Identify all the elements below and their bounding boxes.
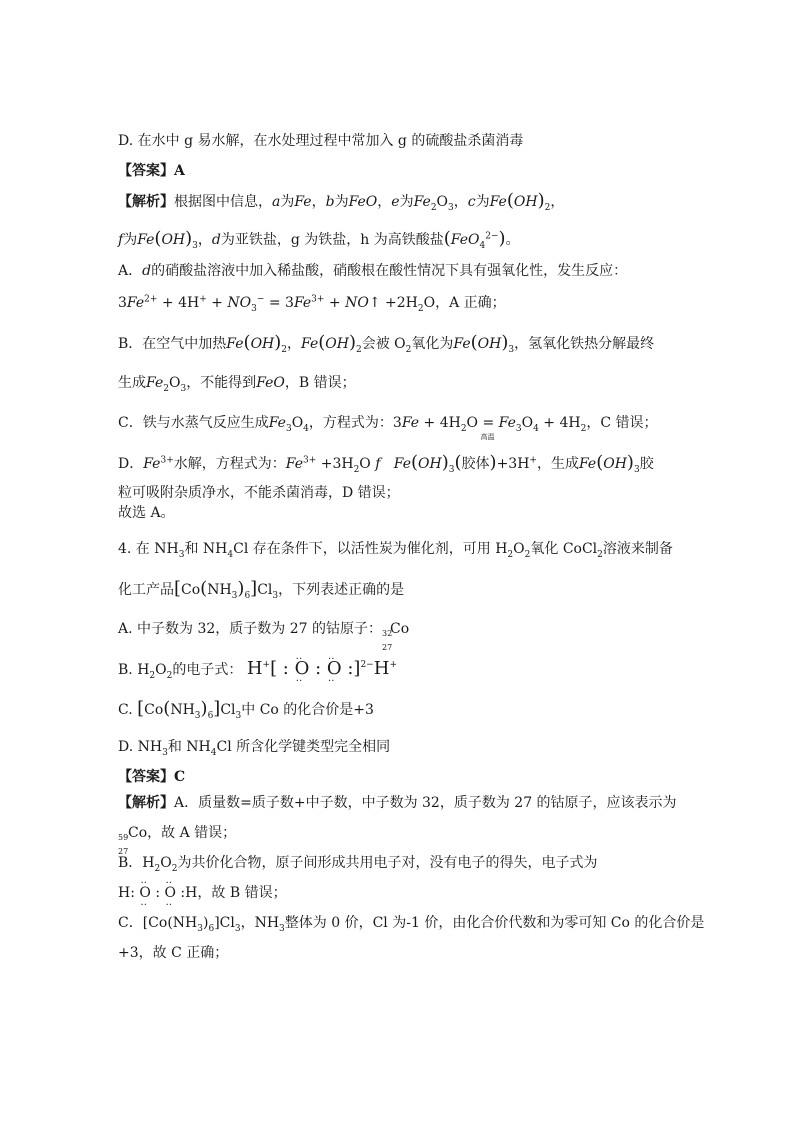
analysis-c-end: ，C 错误； [586, 415, 658, 431]
question-4-option-d: D. $NH_3$和 $NH_4Cl$ 所含化学键类型完全相同 [118, 739, 391, 758]
analysis-2-e: 为共价化合物，原子间形成共用电子对，没有电子的得失，电子式为 [177, 855, 598, 871]
question-4-line1: 4. 在 $NH_3$和 $NH_4Cl$ 存在条件下，以活性炭为催化剂，可用 $H_2O_2$氧化 CoCl$_2$溶液来制备 [118, 541, 673, 560]
q4-option-a-text: A. 中子数为 32，质子数为 27 的钴原子： [118, 621, 382, 637]
q4-option-c-text: 中 Co 的化合价是+3 [241, 702, 374, 718]
analysis-2-b: Co，故 A 错误； [128, 825, 237, 841]
analysis-2-k: 整体为 0 价，Cl 为-1 价，由化合价代数和为零可知 Co 的化合价是 [284, 915, 705, 931]
analysis-2-line1 [118, 792, 677, 814]
condition-high-temp: 高温 [480, 433, 495, 441]
q4-t4: O [513, 541, 525, 557]
analysis-d-text5: 粒可吸附杂质净水，不能杀菌消毒，D 错误； [118, 485, 400, 501]
analysis-2-l: +3，故 C 正确； [118, 945, 229, 961]
analysis-2-i: ]Cl [214, 915, 235, 931]
colloid-label: 胶体 [461, 456, 490, 472]
analysis-b-line1: B．在空气中加热$Fe(OH)_2$，$Fe(OH)_2$会被 $O_2$氧化为$Fe(OH)_3$，氢氧化铁热分解最终 [118, 332, 655, 355]
analysis-1-line1: 【解析】根据图中信息，a为Fe，b为FeO，e为$Fe_2O_3$，c为$Fe(OH)_2$， [118, 190, 565, 213]
analysis-2-line2: 59 27 Co，故 A 错误； [118, 825, 237, 856]
analysis-d-line1: D．$Fe^{3+}$水解，方程式为：$Fe^{3+} +3H_2O$ f $Fe(OH)_3$(胶体)+3H+，生成$Fe(OH)_3$胶 [118, 452, 654, 475]
analysis-d-line2 [118, 482, 400, 504]
analysis-d-text: 水解，方程式为： [173, 456, 286, 472]
q4-t3: Cl 存在条件下，以活性炭为催化剂，可用 H [233, 541, 508, 557]
analysis-b-label: B．在空气中加热 [118, 336, 227, 352]
analysis-1-b: ，g 为铁盐，h 为高铁酸盐 [276, 232, 444, 248]
analysis-d-label: D． [118, 456, 144, 472]
analysis-tag: 【解析】 [118, 194, 174, 210]
question-4-line2: 化工产品$[Co(NH_3)_6]Cl_3$，下列表述正确的是 [118, 578, 405, 601]
answer-2 [118, 766, 185, 788]
q4-t2: 和 NH [184, 541, 228, 557]
analysis-a-end: ，A 正确； [435, 295, 506, 311]
analysis-c-text: ，方程式为： [308, 415, 393, 431]
final-choice-1 [118, 502, 175, 524]
answer-1-text: 【答案】A [118, 163, 185, 179]
analysis-d-text3: ，生成 [536, 456, 579, 472]
analysis-2-f: ，故 B 错误； [197, 885, 287, 901]
q4-option-d-t3: Cl 所含化学键类型完全相同 [216, 739, 391, 755]
analysis-b-text7: ，B 错误； [284, 375, 356, 391]
analysis-c-line: C．铁与水蒸气反应生成$Fe_3O_4$，方程式为：$3Fe + 4H_2O$ = 高温 $Fe_3O_4 + 4H_2$，C 错误； [118, 412, 658, 434]
analysis-2-c: B．H [118, 855, 155, 871]
q4-t5: 氧化 CoCl [530, 541, 598, 557]
analysis-d-text4: 胶 [639, 456, 654, 472]
analysis-2-g: C．[Co(NH [118, 915, 198, 931]
question-4-option-a: A. 中子数为 32，质子数为 27 的钴原子： 32 27 Co [118, 621, 410, 652]
q4-t1: 4. 在 NH [118, 541, 179, 557]
analysis-a-label: A． [118, 263, 143, 279]
answer-2-text: 【答案】C [118, 769, 186, 785]
analysis-b-line2: 生成$Fe_2O_3$，不能得到FeO，B 错误； [118, 375, 356, 394]
q4-option-d-t1: D. NH [118, 739, 163, 755]
analysis-a-line: A．d的硝酸盐溶液中加入稀盐酸，硝酸根在酸性情况下具有强氧化性，发生反应： [118, 263, 628, 279]
question-4-option-b: B. $H_2O_2$的电子式： H+[ : ‥ O ‥ : ‥ O ‥ :]$^{2-}$H+ [118, 658, 397, 681]
analysis-a-text: 的硝酸盐溶液中加入稀盐酸，硝酸根在酸性情况下具有强氧化性，发生反应： [151, 263, 628, 279]
analysis-2-line5: C．$[Co(NH_3)_6]Cl_3$，$NH_3$整体为 0 价，Cl 为-1 价，由化合价代数和为零可知 Co 的化合价是 [118, 915, 705, 934]
q4-t6: 溶液来制备 [602, 541, 673, 557]
analysis-2-line4: H: ‥ O ‥ : ‥ O ‥ :H，故 B 错误； [118, 882, 287, 904]
analysis-1-a: 根据图中信息， [174, 194, 272, 210]
analysis-b-text3: 氧化为 [411, 336, 454, 352]
analysis-b-text6: ，不能得到 [186, 375, 257, 391]
option-d-line [118, 130, 523, 152]
analysis-c-label: C．铁与水蒸气反应生成 [118, 415, 269, 431]
q4-option-b-t1: B. H [118, 662, 150, 678]
final-choice-1-text: 故选 A。 [118, 505, 175, 521]
analysis-2-line3: B．$H_2O_2$为共价化合物，原子间形成共用电子对，没有电子的得失，电子式为 [118, 855, 598, 874]
q4-option-b-t3: 的电子式： [172, 662, 243, 678]
analysis-b-text5: 生成 [118, 375, 146, 391]
option-d-text: D. 在水中 g 易水解，在水处理过程中常加入 g 的硫酸盐杀菌消毒 [118, 133, 524, 149]
analysis-a-equation: $3Fe^{2+} + 4H^+ + NO_3^- = 3Fe^{3+}$ + NO↑ $+2H_2O$，A 正确； [118, 294, 506, 314]
answer-1 [118, 160, 185, 182]
analysis-2-j: ，NH [240, 915, 280, 931]
analysis-1-line2: f为$Fe(OH)_3$，d为亚铁盐，g 为铁盐，h 为高铁酸盐(FeO$_4^{2-}$)。 [118, 228, 520, 251]
q4-t8: ，下列表述正确的是 [278, 582, 405, 598]
analysis-2-h: ) [202, 915, 209, 931]
q4-t7: 化工产品 [118, 582, 174, 598]
q4-option-d-t2: 和 NH [167, 739, 211, 755]
analysis-2-tag: 【解析】 [118, 795, 174, 811]
analysis-b-text4: ，氢氧化铁热分解最终 [514, 336, 655, 352]
analysis-2-d: O [160, 855, 172, 871]
question-4-option-c: C. $[Co(NH_3)_6]Cl_3$中 Co 的化合价是+3 [118, 698, 374, 721]
q4-option-c-label: C. [118, 702, 133, 718]
q4-option-b-t2: O [155, 662, 167, 678]
analysis-2-line6 [118, 942, 228, 964]
analysis-2-a: A．质量数=质子数+中子数，中子数为 32，质子数为 27 的钴原子，应该表示为 [174, 795, 677, 811]
analysis-b-text2: 会被 O [361, 336, 406, 352]
